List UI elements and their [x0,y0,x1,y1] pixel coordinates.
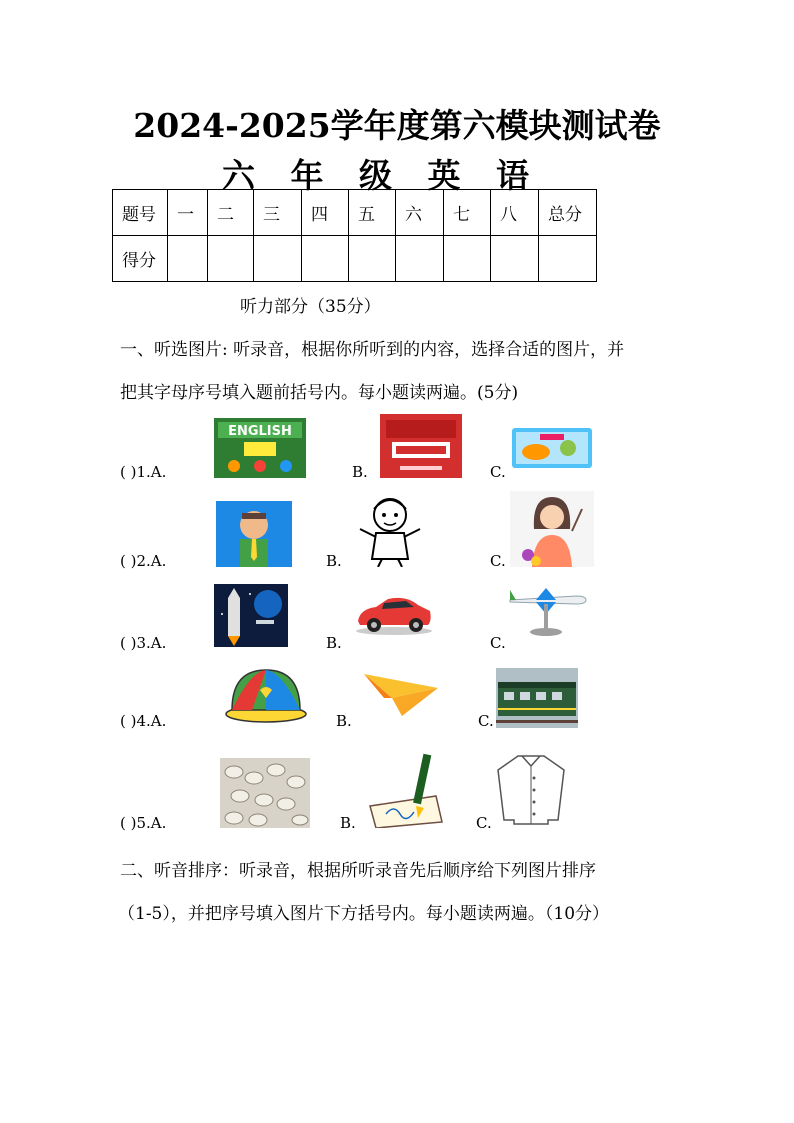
score-cell: 得分 [113,236,168,282]
page-subtitle: 六 年 级 英 语 [222,156,541,195]
page-title: 2024-2025学年度第六模块测试卷 [133,106,661,145]
question-3-label: ( )3.A. [120,634,167,652]
man-with-tie-icon[interactable] [216,501,292,567]
question-3-option-b: B. [326,634,342,652]
score-cell: 二 [208,190,254,236]
score-cell: 一 [168,190,208,236]
score-input-cell[interactable] [396,236,444,282]
score-input-cell[interactable] [349,236,396,282]
question-5-option-c: C. [476,814,492,832]
paper-plane-icon[interactable] [362,668,440,720]
xinhua-dictionary-icon[interactable] [380,414,462,478]
score-input-cell[interactable] [168,236,208,282]
score-table [112,189,597,282]
rocket-icon[interactable] [214,584,288,647]
score-cell: 五 [349,190,396,236]
score-cell: 题号 [113,190,168,236]
section2-instruction-line2: （1-5），并把序号填入图片下方括号内。每小题读两遍。（10分） [118,904,610,924]
score-cell: 八 [491,190,539,236]
question-1-option-b: B. [352,463,368,481]
score-input-cell[interactable] [444,236,491,282]
question-2-option-b: B. [326,552,342,570]
question-4-option-c: C. [478,712,494,730]
train-icon[interactable] [496,668,578,728]
score-table-score-row [113,236,597,282]
section2-instruction-line1: 二、听音排序：听录音，根据所听录音先后顺序给下列图片排序 [120,861,596,881]
question-5-label: ( )5.A. [120,814,167,832]
beans-icon[interactable] [220,758,310,828]
question-3-option-c: C. [490,634,506,652]
question-4-option-b: B. [336,712,352,730]
cap-icon[interactable] [222,664,308,724]
score-cell: 总分 [539,190,597,236]
question-4-label: ( )4.A. [120,712,167,730]
question-2-option-c: C. [490,552,506,570]
shirt-icon[interactable] [492,750,570,828]
score-input-cell[interactable] [539,236,597,282]
score-table-header-row [113,190,597,236]
listening-header: 听力部分（35分） [240,297,381,317]
question-1-option-c: C. [490,463,506,481]
score-cell: 三 [254,190,302,236]
question-1-label: ( )1.A. [120,463,167,481]
english-textbook-icon[interactable] [214,418,306,478]
score-input-cell[interactable] [302,236,349,282]
section1-instruction-line1: 一、听选图片: 听录音，根据你所听到的内容，选择合适的图片，并 [120,340,625,360]
red-car-icon[interactable] [354,585,434,637]
question-5-option-b: B. [340,814,356,832]
question-2-label: ( )2.A. [120,552,167,570]
cook-cartoon-icon[interactable] [352,493,428,567]
teacher-woman-icon[interactable] [510,491,594,567]
score-cell: 七 [444,190,491,236]
score-input-cell[interactable] [491,236,539,282]
score-input-cell[interactable] [254,236,302,282]
section1-instruction-line2: 把其字母序号填入题前括号内。每小题读两遍。(5分) [120,383,519,403]
svg-text:ENGLISH: ENGLISH [228,424,292,439]
score-input-cell[interactable] [208,236,254,282]
airplane-model-icon[interactable] [506,586,588,638]
score-cell: 六 [396,190,444,236]
picture-book-icon[interactable] [510,424,594,470]
score-cell: 四 [302,190,349,236]
pen-writing-icon[interactable] [366,750,446,828]
